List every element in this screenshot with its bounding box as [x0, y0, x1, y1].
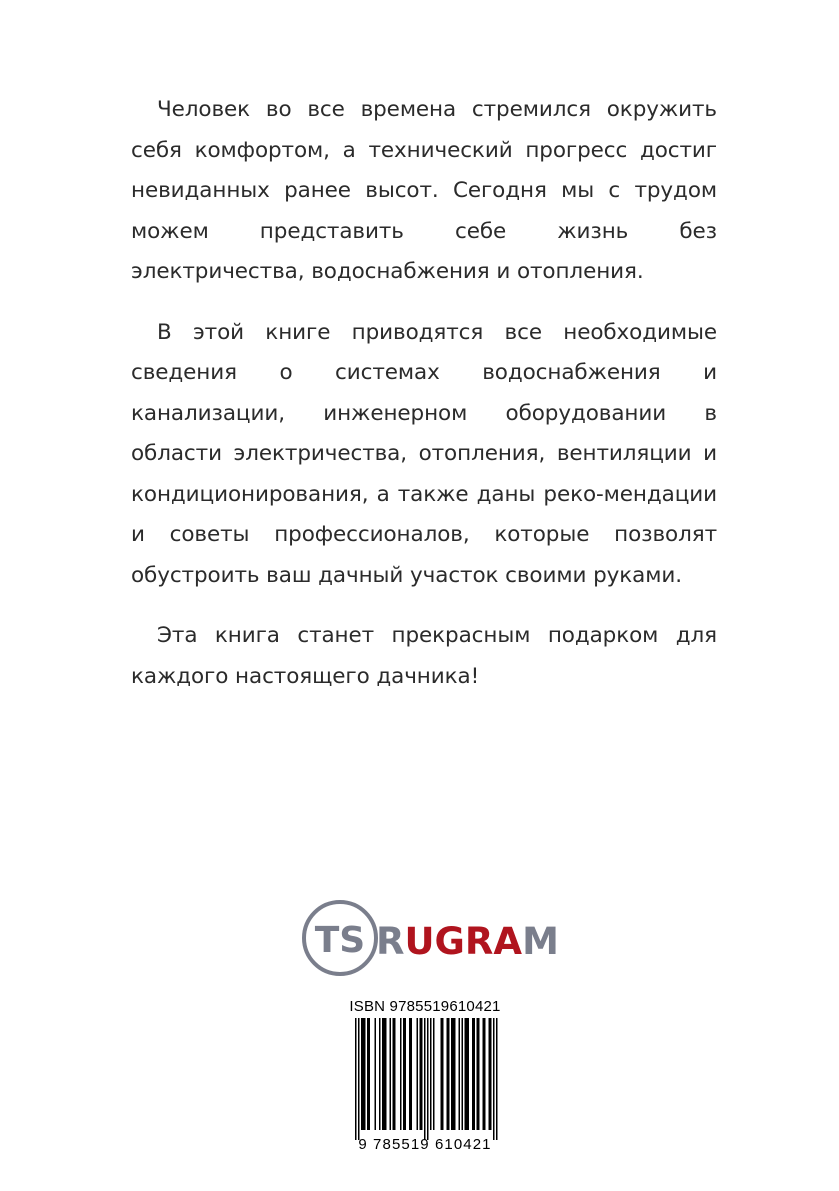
barcode-bar: [465, 1018, 467, 1130]
paragraph-1: Человек во все времена стремился окружить себя комфортом, а технический прогресс достиг невиданных ранее высот. Сегодня мы с трудом можем представить себе жизнь без электричества, водоснабжения и отопления.: [131, 97, 717, 284]
isbn-barcode: [345, 998, 505, 1160]
barcode-bar: [358, 1018, 360, 1140]
logo-wordmark-ra: RA: [464, 920, 523, 963]
barcode-bar: [433, 1018, 435, 1130]
barcode-bar: [453, 1018, 455, 1130]
barcode-bar: [448, 1018, 450, 1130]
barcode-bar: [490, 1018, 492, 1130]
barcode-bar: [400, 1018, 402, 1130]
barcode-bar: [441, 1018, 443, 1130]
barcode-bar: [459, 1018, 461, 1130]
barcode-bar: [477, 1018, 479, 1130]
barcode-bar: [484, 1018, 486, 1130]
barcode-bar: [462, 1018, 464, 1130]
barcode-bar: [427, 1018, 429, 1140]
barcode-bar: [451, 1018, 453, 1130]
barcode-bar: [411, 1018, 413, 1130]
barcode-bar: [369, 1018, 371, 1130]
barcode-bar: [355, 1018, 357, 1140]
barcode-bar: [361, 1018, 363, 1130]
barcode-bar: [393, 1018, 395, 1130]
logo-wordmark-r: R: [376, 920, 405, 963]
barcode-bar: [466, 1018, 468, 1130]
barcode-bar: [363, 1018, 365, 1130]
logo-wordmark-ug: UG: [404, 920, 465, 963]
barcode-bar: [489, 1018, 491, 1130]
isbn-digits: 9 785519 610421: [358, 1136, 492, 1153]
barcode-bar: [394, 1018, 396, 1130]
barcode-bar: [420, 1018, 422, 1130]
barcode-bar: [364, 1018, 366, 1130]
publisher-logo: [300, 898, 559, 978]
barcode-bar: [390, 1018, 392, 1130]
barcode-bar: [454, 1018, 456, 1130]
barcode-bar: [403, 1018, 405, 1130]
barcode-bar: [478, 1018, 480, 1130]
barcode-bar: [405, 1018, 407, 1130]
barcode-bar: [430, 1018, 432, 1130]
barcode-bar: [493, 1018, 495, 1140]
barcode-bar: [421, 1018, 423, 1130]
logo-wordmark-m: M: [522, 920, 559, 963]
back-cover-description: [131, 90, 717, 717]
barcode-bar: [382, 1018, 384, 1130]
barcode-bar: [379, 1018, 381, 1130]
barcode-bar: [474, 1018, 476, 1130]
barcode-bar: [468, 1018, 470, 1130]
barcode-bar: [472, 1018, 474, 1130]
barcode-bar: [483, 1018, 485, 1130]
barcode-bar: [384, 1018, 386, 1130]
barcode-bar: [417, 1018, 419, 1130]
barcode-bar: [496, 1018, 498, 1140]
paragraph-2: В этой книге приводятся все необходимые сведения о системах водоснабжения и канализации, инженерном оборудовании в области электричества, отопления, вентиляции и кондиционирования, а также даны реко-мендации и советы профессионалов, которые позволят обустроить ваш дачный участок своими руками.: [131, 319, 717, 588]
barcode-bar: [367, 1018, 369, 1130]
barcode-bar: [375, 1018, 377, 1130]
barcode-bar: [409, 1018, 411, 1130]
isbn-label: ISBN 9785519610421: [349, 998, 501, 1015]
logo-emblem-text: TS: [314, 920, 366, 961]
barcode-bar: [442, 1018, 444, 1130]
svg-text:RUGRAM: [376, 920, 559, 963]
paragraph-3: Эта книга станет прекрасным подарком для каждого настоящего дачника!: [131, 623, 717, 689]
barcode-bar: [424, 1018, 426, 1140]
barcode-bar: [447, 1018, 449, 1130]
barcode-bars: [345, 1018, 505, 1142]
barcode-bar: [385, 1018, 387, 1130]
